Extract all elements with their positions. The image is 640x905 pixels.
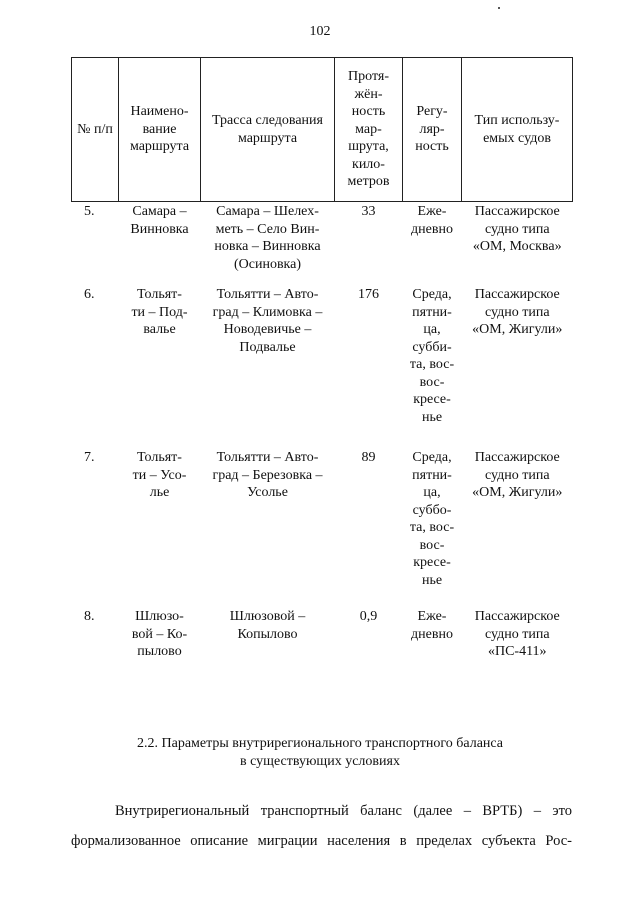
cell-line: град – Березовка – [212, 467, 323, 483]
cell-line: 89 [361, 450, 376, 465]
cell-line: шрута, [348, 139, 389, 155]
row-number [72, 202, 119, 286]
cell-line: валье [143, 322, 176, 337]
cell-line: ность [351, 104, 386, 120]
route-length [335, 202, 403, 286]
cell-line: Среда, [412, 287, 452, 302]
cell-line: судно типа [484, 626, 550, 642]
paragraph-line-1 [71, 796, 572, 826]
scan-speck [498, 7, 500, 9]
cell-line: та, вос- [409, 357, 455, 372]
cell-line: суббо- [412, 502, 452, 518]
cell-line: кресе- [413, 392, 451, 407]
row-number [72, 448, 119, 607]
cell-line: вос- [419, 537, 445, 553]
cell-line: «ОМ, Жигули» [472, 322, 563, 337]
cell-line: Регу- [416, 104, 448, 120]
cell-line: Тольят- [137, 450, 182, 465]
cell-line: Пассажирское [474, 609, 560, 624]
cell-line: 0,9 [359, 609, 378, 624]
cell-line: Винновка [130, 221, 189, 237]
cell-line: Шлюзовой – [229, 609, 306, 624]
cell-line: Пассажирское [474, 287, 560, 302]
cell-line: ти – Усо- [132, 467, 187, 483]
cell-line: Пассажирское [474, 450, 560, 465]
cell-line: «ПС-411» [487, 644, 547, 659]
cell-line: кресе- [413, 555, 451, 570]
cell-line: ца, [423, 485, 441, 500]
route-regularity [403, 448, 462, 607]
cell-line: 176 [358, 287, 379, 302]
cell-line: нье [421, 572, 443, 588]
cell-line: вание [142, 121, 177, 137]
cell-line: Пассажирское [474, 204, 560, 219]
route-name [119, 202, 201, 286]
section-title-line-2: в существующих условиях [240, 753, 400, 769]
route-name [119, 448, 201, 607]
route-path [201, 448, 335, 607]
vessel-type [462, 285, 573, 448]
cell-line: Протя- [348, 69, 389, 85]
cell-line: лье [149, 485, 170, 500]
route-length [335, 607, 403, 688]
header-number [72, 58, 119, 202]
cell-line: меть – Село Вин- [215, 221, 320, 237]
cell-line: кило- [352, 156, 385, 172]
cell-line: судно типа [484, 467, 550, 483]
table-row [72, 448, 573, 607]
cell-line: Тольятти – Авто- [216, 450, 319, 465]
cell-line: 8. [84, 609, 95, 624]
paragraph-line-1-text: Внутрирегиональный транспортный баланс (далее – ВРТБ) – это [115, 803, 572, 819]
vessel-type [462, 607, 573, 688]
cell-line: «ОМ, Москва» [472, 239, 562, 254]
cell-line: Трасса следования [212, 113, 323, 128]
route-name [119, 607, 201, 688]
cell-line: дневно [411, 221, 453, 237]
cell-line: емых судов [483, 130, 551, 146]
header-route-path [201, 58, 335, 202]
section-title [0, 735, 640, 770]
route-path [201, 202, 335, 286]
header-route-length [335, 58, 403, 202]
cell-line: жён- [354, 86, 383, 102]
routes-table [71, 57, 573, 688]
cell-line: вос- [419, 374, 445, 390]
paragraph-line-2: формализованное описание миграции населения в пределах субъекта Рос- [71, 833, 572, 849]
route-regularity [403, 202, 462, 286]
cell-line: маршрута [237, 130, 298, 146]
cell-line: Среда, [412, 450, 452, 465]
table-row [72, 607, 573, 688]
row-number [72, 285, 119, 448]
section-title-line-1: 2.2. Параметры внутрирегионального транспортного баланса [137, 736, 503, 751]
cell-line: 7. [84, 450, 95, 465]
cell-line: Тольятти – Авто- [216, 287, 319, 302]
route-path [201, 607, 335, 688]
route-name [119, 285, 201, 448]
cell-line: ца, [423, 322, 441, 337]
route-path [201, 285, 335, 448]
body-paragraph [71, 796, 572, 856]
header-regularity [403, 58, 462, 202]
page-number: 102 [309, 24, 331, 39]
cell-line: Тип использу- [474, 113, 560, 128]
cell-line: пылово [137, 644, 182, 659]
cell-line: Новодевичье – [223, 322, 312, 337]
cell-line: 33 [361, 204, 376, 219]
cell-line: метров [347, 174, 390, 190]
cell-line: Самара – Шелех- [216, 204, 319, 219]
row-number [72, 607, 119, 688]
cell-line: Наимено- [130, 104, 189, 120]
cell-line: Еже- [417, 609, 447, 624]
header-vessel-type [462, 58, 573, 202]
cell-line: 5. [84, 204, 95, 219]
vessel-type [462, 202, 573, 286]
cell-line: та, вос- [409, 520, 455, 535]
cell-line: пятни- [412, 467, 452, 483]
cell-line: мар- [355, 121, 382, 137]
cell-line: Шлюзо- [135, 609, 184, 624]
cell-line: маршрута [129, 139, 190, 155]
cell-line: (Осиновка) [233, 256, 302, 272]
cell-line: пятни- [412, 304, 452, 320]
route-regularity [403, 607, 462, 688]
cell-line: Копылово [237, 626, 298, 642]
cell-line: № п/п [77, 121, 113, 137]
cell-line: «ОМ, Жигули» [472, 485, 563, 500]
cell-line: ляр- [419, 121, 445, 137]
table-row [72, 285, 573, 448]
cell-line: град – Климовка – [212, 304, 323, 320]
route-length [335, 448, 403, 607]
cell-line: Еже- [417, 204, 447, 219]
cell-line: ти – Под- [131, 304, 188, 320]
cell-line: вой – Ко- [131, 626, 188, 642]
cell-line: 6. [84, 287, 95, 302]
cell-line: Тольят- [137, 287, 182, 302]
vessel-type [462, 448, 573, 607]
route-length [335, 285, 403, 448]
table-row [72, 202, 573, 286]
route-regularity [403, 285, 462, 448]
cell-line: Усолье [247, 485, 288, 500]
cell-line: судно типа [484, 304, 550, 320]
header-route-name [119, 58, 201, 202]
cell-line: нье [421, 409, 443, 425]
cell-line: ность [415, 139, 449, 155]
cell-line: новка – Винновка [214, 239, 321, 254]
cell-line: Подвалье [239, 339, 296, 355]
cell-line: Самара – [132, 204, 187, 219]
cell-line: субби- [412, 339, 452, 355]
table-header-row [72, 58, 573, 202]
cell-line: судно типа [484, 221, 550, 237]
cell-line: дневно [411, 626, 453, 642]
